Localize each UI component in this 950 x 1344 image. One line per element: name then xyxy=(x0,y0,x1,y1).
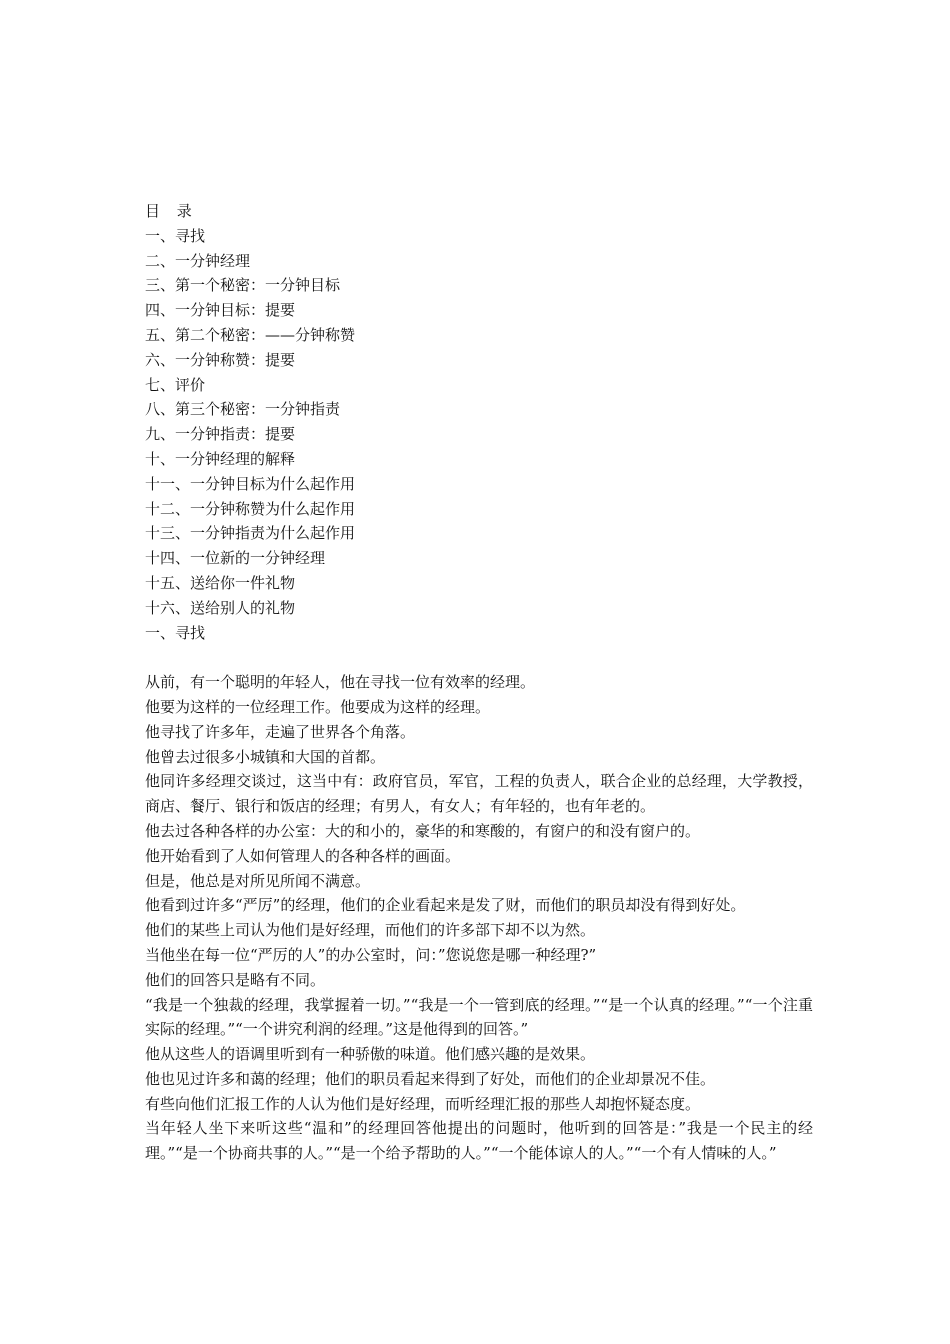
paragraph: “我是一个独裁的经理，我掌握着一切。”“我是一个一管到底的经理。”“是一个认真的经理。”“一个注重实际的经理。”“一个讲究利润的经理。”这是他得到的回答。” xyxy=(145,995,813,1039)
paragraph: 从前，有一个聪明的年轻人，他在寻找一位有效率的经理。 xyxy=(145,673,536,692)
toc-item: 七、评价 xyxy=(145,375,206,394)
toc-item: 十、一分钟经理的解释 xyxy=(145,449,296,468)
toc-item: 四、一分钟目标：提要 xyxy=(145,301,296,320)
toc-title: 目 录 xyxy=(145,202,198,220)
toc-item: 十二、一分钟称赞为什么起作用 xyxy=(145,499,356,518)
document-page xyxy=(145,199,813,1166)
toc-item: 十六、送给别人的礼物 xyxy=(145,598,296,617)
toc-item: 六、一分钟称赞：提要 xyxy=(145,350,296,369)
paragraph: 他开始看到了人如何管理人的各种各样的画面。 xyxy=(145,846,461,865)
paragraph: 他寻找了许多年，走遍了世界各个角落。 xyxy=(145,722,416,741)
toc-item: 九、一分钟指责：提要 xyxy=(145,425,296,444)
toc-item: 十四、一位新的一分钟经理 xyxy=(145,549,326,568)
toc-item: 八、第三个秘密：一分钟指责 xyxy=(145,400,341,419)
chapter-heading: 一、寻找 xyxy=(145,623,206,642)
paragraph: 他也见过许多和蔼的经理；他们的职员看起来得到了好处，而他们的企业却景况不佳。 xyxy=(145,1069,716,1088)
toc-item: 十一、一分钟目标为什么起作用 xyxy=(145,474,356,493)
blank-line xyxy=(145,645,813,670)
toc-item: 二、一分钟经理 xyxy=(145,251,251,270)
toc-item: 一、寻找 xyxy=(145,226,206,245)
paragraph: 但是，他总是对所见所闻不满意。 xyxy=(145,871,371,890)
paragraph: 他要为这样的一位经理工作。他要成为这样的经理。 xyxy=(145,697,491,716)
paragraph: 他去过各种各样的办公室：大的和小的，豪华的和寒酸的，有窗户的和没有窗户的。 xyxy=(145,821,701,840)
toc-item: 五、第二个秘密：——分钟称赞 xyxy=(145,325,356,344)
toc-item: 十五、送给你一件礼物 xyxy=(145,573,296,592)
paragraph: 当年轻人坐下来听这些“温和”的经理回答他提出的问题时，他听到的回答是：”我是一个民主的经理。”“是一个协商共事的人。”“是一个给予帮助的人。”“一个能体谅人的人。”“一个有人情味的人。” xyxy=(145,1119,813,1163)
paragraph: 他从这些人的语调里听到有一种骄傲的味道。他们感兴趣的是效果。 xyxy=(145,1045,596,1064)
paragraph: 有些向他们汇报工作的人认为他们是好经理，而听经理汇报的那些人却抱怀疑态度。 xyxy=(145,1094,701,1113)
paragraph: 他看到过许多“严厉”的经理，他们的企业看起来是发了财，而他们的职员却没有得到好处。 xyxy=(145,896,746,915)
paragraph: 他同许多经理交谈过，这当中有：政府官员，军官，工程的负责人，联合企业的总经理，大学教授，商店、餐厅、银行和饭店的经理；有男人，有女人；有年轻的，也有年老的。 xyxy=(145,772,813,816)
paragraph: 他们的某些上司认为他们是好经理，而他们的许多部下却不以为然。 xyxy=(145,921,596,940)
toc-item: 三、第一个秘密：一分钟目标 xyxy=(145,276,341,295)
paragraph: 当他坐在每一位“严厉的人”的办公室时，问：”您说您是哪一种经理?” xyxy=(145,945,597,964)
paragraph: 他曾去过很多小城镇和大国的首都。 xyxy=(145,747,386,766)
paragraph: 他们的回答只是略有不同。 xyxy=(145,970,326,989)
toc-item: 十三、一分钟指责为什么起作用 xyxy=(145,524,356,543)
